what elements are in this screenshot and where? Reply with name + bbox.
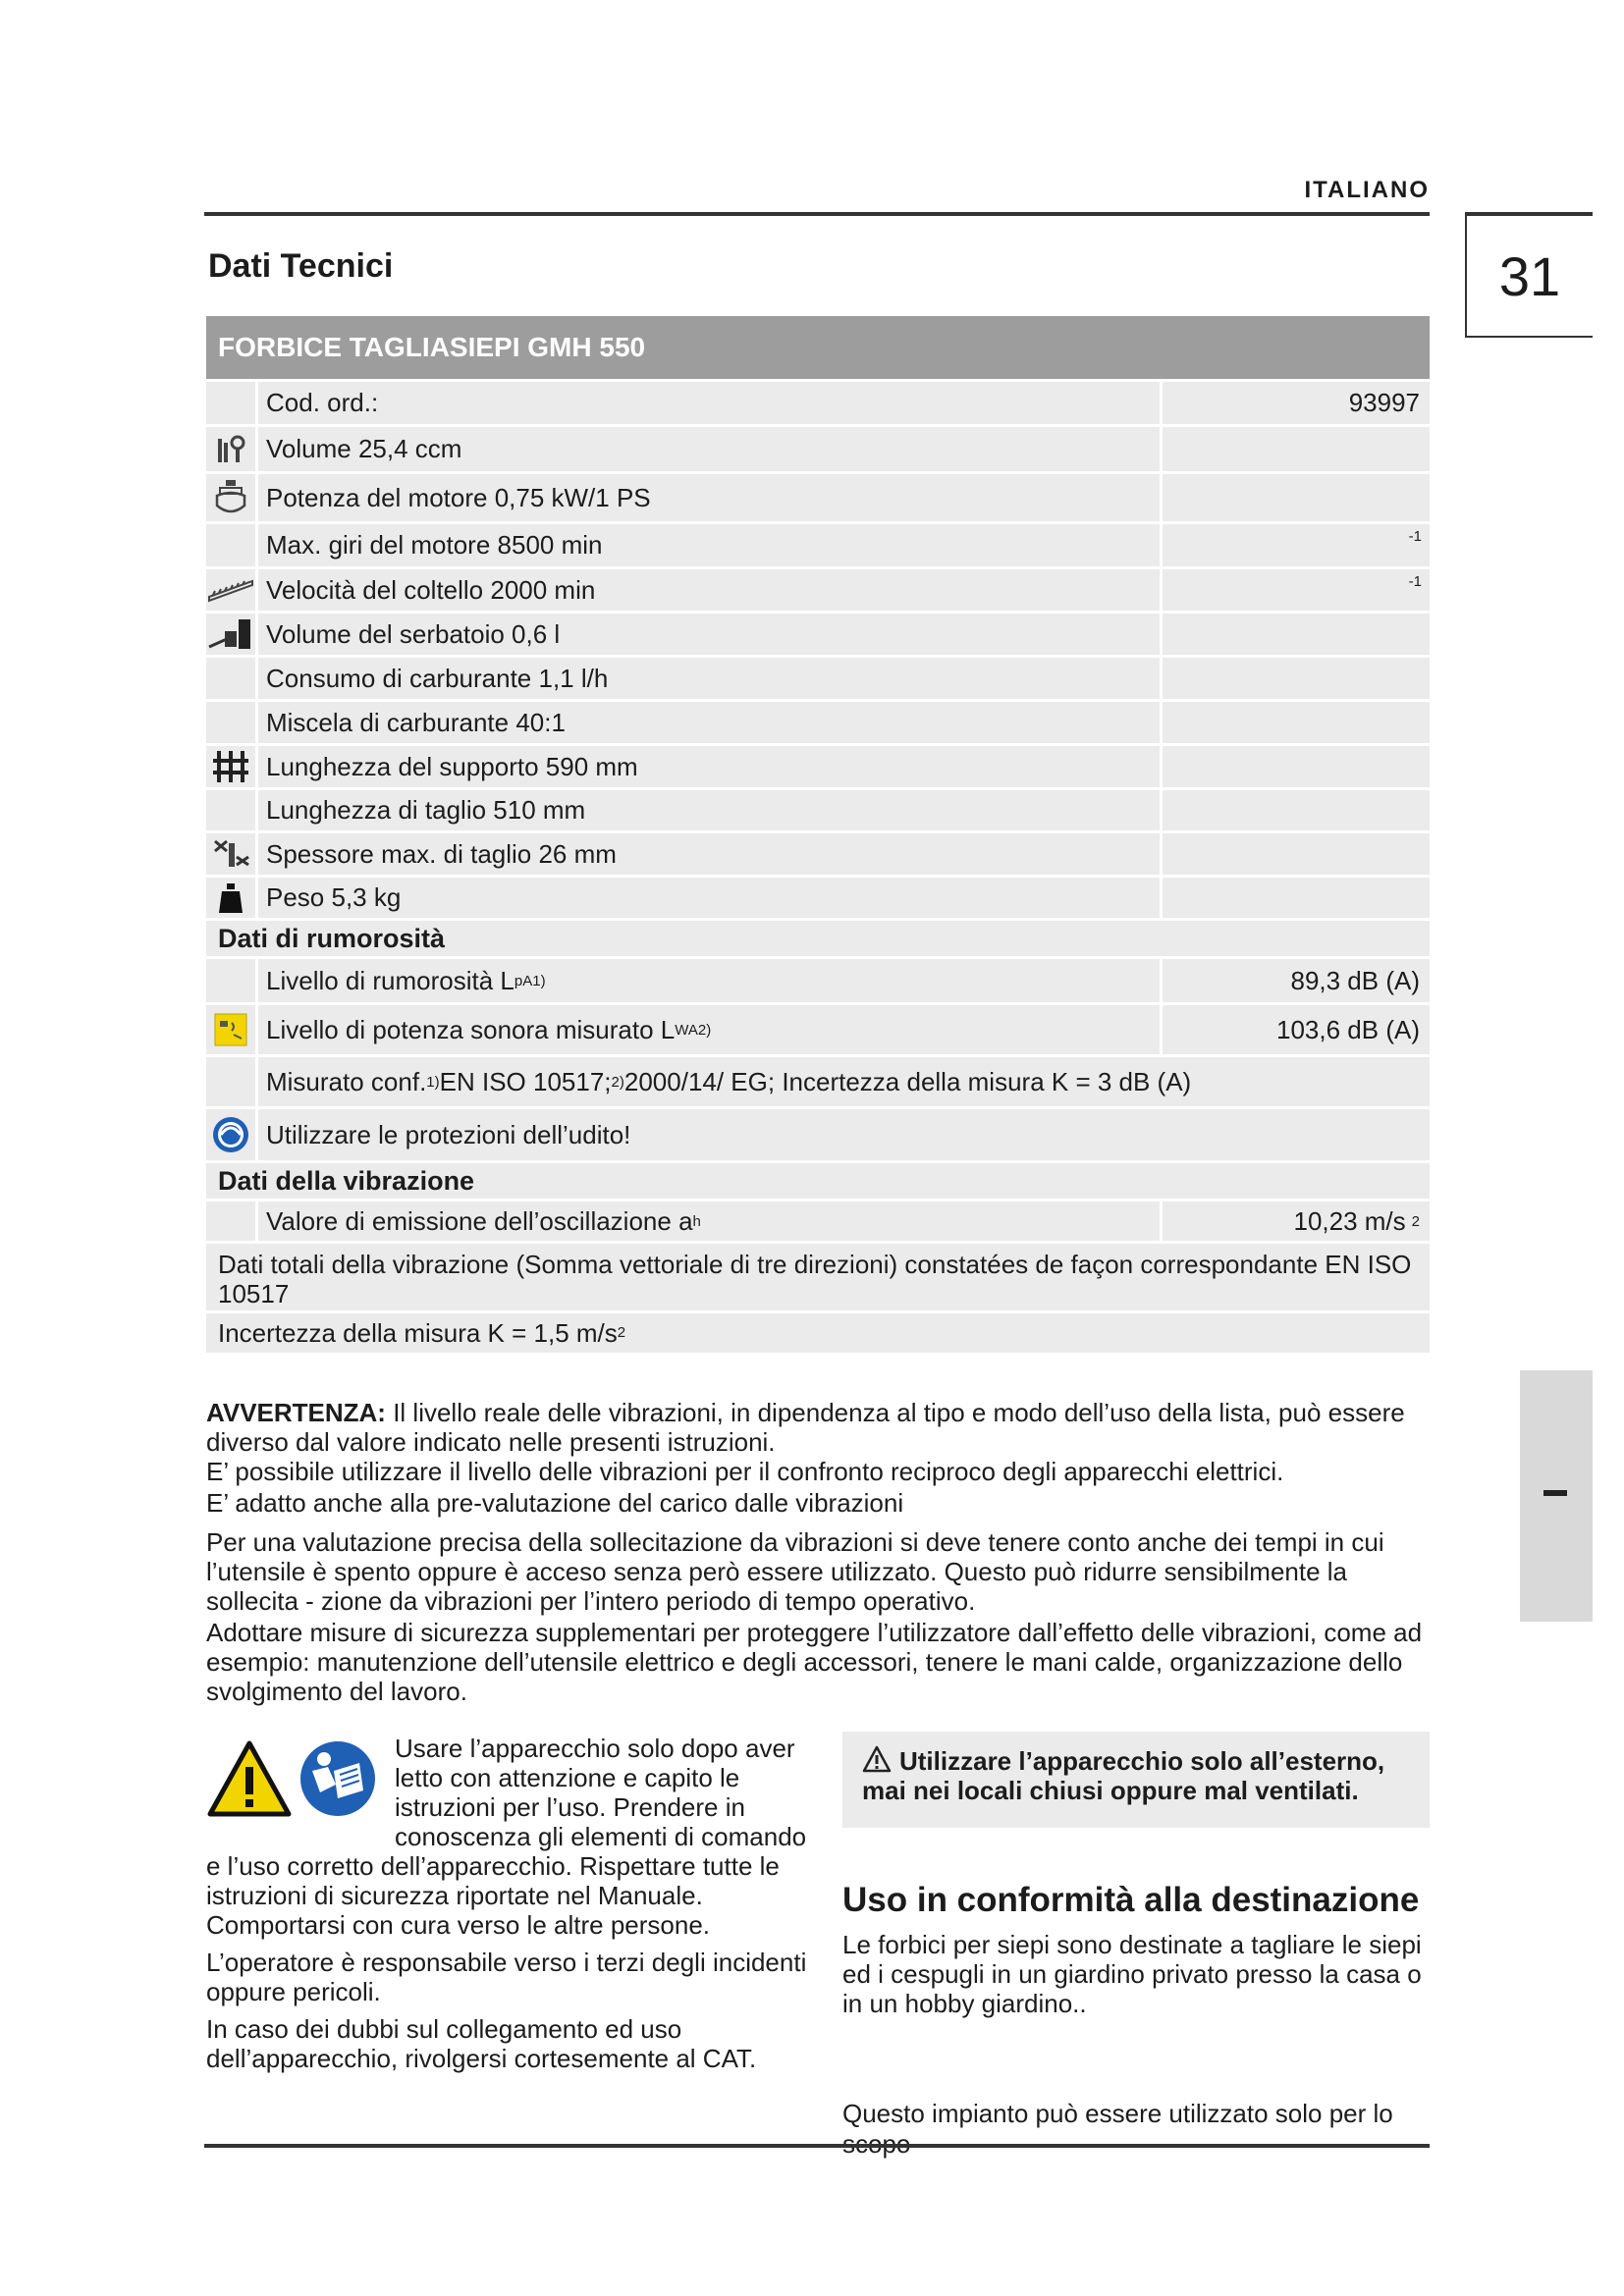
spec-row [206, 474, 1430, 521]
vibration-uncertainty-row [206, 1313, 1430, 1353]
spec-value: 93997 [1163, 382, 1430, 424]
noise-heading-row [206, 921, 1430, 956]
spec-row [206, 382, 1430, 424]
warning-label: AVVERTENZA: [206, 1398, 386, 1427]
side-tab [1520, 1370, 1593, 1622]
intended-use-text: Le forbici per siepi sono destinate a tagliare le siepi ed i cespugli in un giardino privato presso la casa o in un hobby giardino.. [842, 1930, 1422, 2018]
hearing-row [206, 1109, 1430, 1160]
top-rule [204, 212, 1430, 216]
spec-label: Lunghezza di taglio 510 mm [258, 790, 1160, 830]
operator-responsibility-text: L’operatore è responsabile verso i terzi degli incidenti oppure pericoli. [206, 1948, 807, 2006]
warning-triangle-small-icon [862, 1745, 892, 1773]
spec-label: Volume 25,4 ccm [258, 427, 1160, 471]
warning-text: E’ adatto anche alla pre-valutazione del carico dalle vibrazioni [206, 1488, 904, 1518]
noise-pressure-row [206, 959, 1430, 1002]
vibration-heading-row [206, 1163, 1430, 1199]
safety-measures-text: Adottare misure di sicurezza supplementari per proteggere l’utilizzatore dall’effetto delle vibrazioni, come ad esempio: manutenzione dell’utensile elettrico e degli accessori, tenere le mani calde, organizzazione dello svolgimento del lavoro. [206, 1618, 1423, 1706]
bar-length-icon [206, 746, 255, 787]
vibration-total-row [206, 1244, 1430, 1310]
spec-label: Peso 5,3 kg [258, 878, 1160, 918]
vibration-emission-label: Valore di emissione dell’oscillazione a h [258, 1201, 1160, 1241]
cut-thickness-icon [206, 833, 255, 875]
noise-power-label: Livello di potenza sonora misurato L WA 2) [258, 1005, 1160, 1054]
vibration-total: Dati totali della vibrazione (Somma vettoriale di tre direzioni) constatées de façon correspondante EN ISO 10517 [206, 1244, 1430, 1310]
noise-pressure-label: Livello di rumorosità L pA 1) [258, 959, 1160, 1002]
tab-dash-icon [1543, 1490, 1567, 1496]
spec-row [206, 702, 1430, 743]
engine-icon [206, 474, 255, 521]
spec-row [206, 524, 1430, 566]
safety-icons [206, 1737, 383, 1826]
spec-row [206, 658, 1430, 699]
spec-row [206, 790, 1430, 830]
volume-icon [206, 427, 255, 471]
fuel-tank-icon [206, 614, 255, 655]
read-manual-icon [300, 1741, 375, 1816]
noise-power-value: 103,6 dB (A) [1163, 1005, 1430, 1054]
spec-row [206, 614, 1430, 655]
noise-heading: Dati di rumorosità [206, 921, 1430, 956]
bottom-rule [204, 2144, 1430, 2148]
intended-use-title: Uso in conformità alla destinazione [842, 1881, 1420, 1919]
spec-row [206, 569, 1430, 611]
noise-power-row [206, 1005, 1430, 1054]
weight-icon [206, 878, 255, 918]
noise-norm-row [206, 1057, 1430, 1106]
language-label: ITALIANO [1304, 177, 1430, 203]
ear-protection-icon [206, 1109, 255, 1160]
hearing-protection-text: Utilizzare le protezioni dell’udito! [258, 1109, 1430, 1160]
spec-row [206, 427, 1430, 471]
vibration-emission-value: 10,23 m/s 2 [1163, 1201, 1430, 1241]
spec-row [206, 833, 1430, 875]
spec-label: Spessore max. di taglio 26 mm [258, 833, 1160, 875]
page-number: 31 [1465, 214, 1593, 338]
vibration-uncertainty: Incertezza della misura K = 1,5 m/s 2 [206, 1313, 1430, 1353]
outdoor-use-warning: Utilizzare l’apparecchio solo all’esterno, mai nei locali chiusi oppure mal ventilati. [842, 1732, 1430, 1828]
spec-label: Max. giri del motore 8500 min [258, 524, 1160, 566]
spec-label: Consumo di carburante 1,1 l/h [258, 658, 1160, 699]
spec-unit-sup: -1 [1408, 573, 1422, 590]
vibration-emission-row [206, 1201, 1430, 1241]
sound-power-icon [206, 1005, 255, 1054]
manual-instructions-text: Usare l’apparecchio solo dopo aver letto con attenzione e capito le istruzioni per l’uso. Prendere in conoscenza gli elementi di comando e l’uso corretto dell’apparecchio. Rispettare tutte le istruzioni di sicurezza riportate nel Manuale. Comportarsi con cura verso le altre persone. [206, 1734, 807, 1940]
spec-label: Cod. ord.: [258, 382, 1160, 424]
warning-text: E’ possibile utilizzare il livello delle vibrazioni per il confronto reciproco degli apparecchi elettrici. [206, 1457, 1284, 1486]
continued-text: Questo impianto può essere utilizzato solo per lo [842, 2099, 1393, 2128]
warning-triangle-icon [210, 1743, 289, 1814]
blade-icon [206, 569, 255, 611]
spec-row [206, 746, 1430, 787]
page-title: Dati Tecnici [208, 247, 394, 285]
noise-norm: Misurato conf. 1) EN ISO 10517; 2) 2000/14/ EG; Incertezza della misura K = 3 dB (A) [258, 1057, 1430, 1106]
spec-row [206, 878, 1430, 918]
warning-paragraph: AVVERTENZA: Il livello reale delle vibrazioni, in dipendenza al tipo e modo dell’uso della lista, può essere diverso dal valore indicato nelle presenti istruzioni. [206, 1398, 1405, 1457]
spec-label: Lunghezza del supporto 590 mm [258, 746, 1160, 787]
spec-label: Volume del serbatoio 0,6 l [258, 614, 1160, 655]
instructions-column [206, 1734, 807, 2073]
vibration-assessment-text: Per una valutazione precisa della sollecitazione da vibrazioni si deve tenere conto anche dei tempi in cui l’utensile è spento oppure è acceso senza però essere utilizzato. Questo può ridurre sensibilmente la sollecita - zione da vibrazioni per l’intero periodo di tempo operativo. [206, 1527, 1384, 1616]
spec-label: Miscela di carburante 40:1 [258, 702, 1160, 743]
spec-table [206, 316, 1430, 1353]
spec-label: Potenza del motore 0,75 kW/1 PS [258, 474, 1160, 521]
spec-unit-sup: -1 [1408, 528, 1422, 545]
spec-label: Velocità del coltello 2000 min [258, 569, 1160, 611]
vibration-heading: Dati della vibrazione [206, 1163, 1430, 1199]
noise-pressure-value: 89,3 dB (A) [1163, 959, 1430, 1002]
service-contact-text: In caso dei dubbi sul collegamento ed uso dell’apparecchio, rivolgersi cortesemente al CAT. [206, 2014, 757, 2073]
spec-table-heading: FORBICE TAGLIASIEPI GMH 550 [206, 316, 1430, 379]
